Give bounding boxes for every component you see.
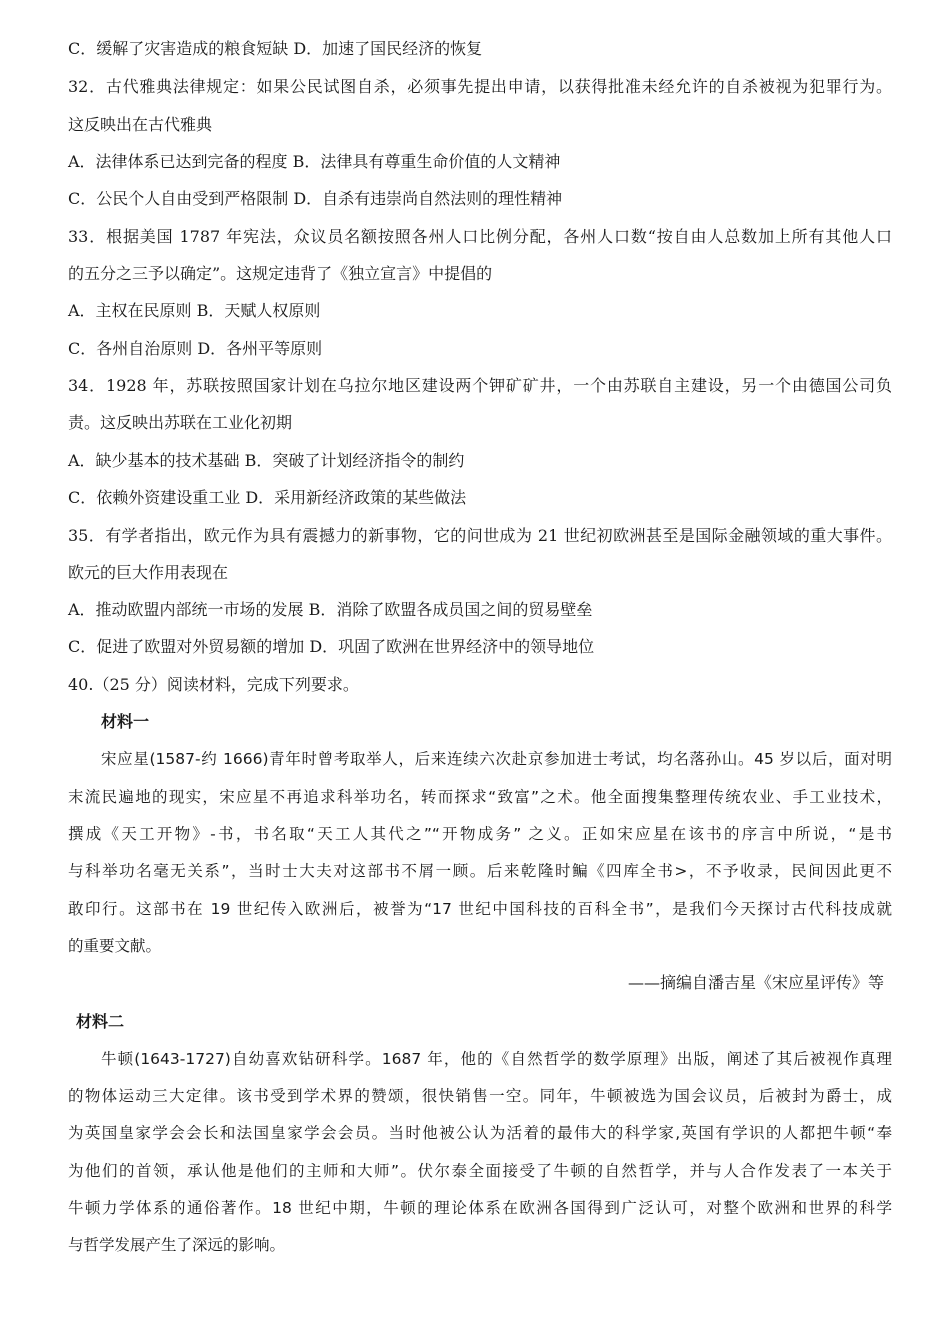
- material2-line-3: 为英国皇家学会会长和法国皇家学会会员。当时他被公认为活着的最伟大的科学家,英国有学识的人都把牛顿“奉: [68, 1124, 892, 1142]
- q34-stem-line-2: 责。这反映出苏联在工业化初期: [68, 413, 293, 432]
- material2-title: 材料二: [76, 1012, 125, 1031]
- q32-stem-line-1: 32．古代雅典法律规定：如果公民试图自杀，必须事先提出申请，以获得批准未经允许的自杀被视为犯罪行为。: [68, 77, 892, 96]
- q32-stem-line-2: 这反映出在古代雅典: [68, 115, 213, 134]
- q33-options-cd: C．各州自治原则 D．各州平等原则: [68, 339, 323, 358]
- q33-options-ab: A．主权在民原则 B．天赋人权原则: [68, 301, 321, 320]
- material1-title: 材料一: [101, 712, 150, 731]
- material1-line-6: 的重要文献。: [68, 937, 162, 955]
- material1-line-3: 撰成《天工开物》-书，书名取“天工人其代之”“开物成务” 之义。正如宋应星在该书的序言中所说，“是书: [68, 825, 892, 843]
- material1-line-4: 与科举功名毫无关系”，当时士大夫对这部书不屑一顾。后来乾隆时鳊《四库全书>，不予收录，民间因此更不: [68, 862, 892, 880]
- q34-stem-line-1: 34．1928 年，苏联按照国家计划在乌拉尔地区建设两个钾矿矿井，一个由苏联自主建设，另一个由德国公司负: [68, 376, 892, 395]
- q35-options-ab: A．推动欧盟内部统一市场的发展 B．消除了欧盟各成员国之间的贸易壁垒: [68, 600, 593, 619]
- material1-line-5: 敢印行。这部书在 19 世纪传入欧洲后，被誉为“17 世纪中国科技的百科全书”，是我们今天探讨古代科技成就: [68, 900, 892, 918]
- q32-options-cd: C．公民个人自由受到严格限制 D．自杀有违崇尚自然法则的理性精神: [68, 189, 563, 208]
- material2-line-4: 为他们的首领，承认他是他们的主师和大师”。伏尔泰全面接受了牛顿的自然哲学，并与人合作发表了一本关于: [68, 1162, 892, 1180]
- q35-stem-line-1: 35．有学者指出，欧元作为具有震撼力的新事物，它的问世成为 21 世纪初欧洲甚至是国际金融领域的重大事件。: [68, 526, 892, 545]
- q40-header: 40.（25 分）阅读材料，完成下列要求。: [68, 675, 359, 694]
- q35-stem-line-2: 欧元的巨大作用表现在: [68, 563, 229, 582]
- q31-options-cd: C．缓解了灾害造成的粮食短缺 D．加速了国民经济的恢复: [68, 39, 483, 58]
- material1-line-2: 末流民遍地的现实，宋应星不再追求科举功名，转而探求“致富”之术。他全面搜集整理传统农业、手工业技术，: [68, 788, 892, 806]
- material2-line-6: 与哲学发展产生了深远的影响。: [68, 1236, 286, 1254]
- q33-stem-line-1: 33．根据美国 1787 年宪法，众议员名额按照各州人口比例分配，各州人口数“按自由人总数加上所有其他人口: [68, 227, 892, 246]
- material1-line-1: 宋应星(1587-约 1666)青年时曾考取举人，后来连续六次赴京参加进士考试，均名落孙山。45 岁以后，面对明: [101, 750, 892, 768]
- q34-options-cd: C．依赖外资建设重工业 D．采用新经济政策的某些做法: [68, 488, 467, 507]
- material2-line-1: 牛顿(1643-1727)自幼喜欢钻研科学。1687 年，他的《自然哲学的数学原理》出版，阐述了其后被视作真理: [101, 1050, 892, 1068]
- q35-options-cd: C．促进了欧盟对外贸易额的增加 D．巩固了欧洲在世界经济中的领导地位: [68, 637, 595, 656]
- q33-stem-line-2: 的五分之三予以确定”。这规定违背了《独立宣言》中提倡的: [68, 264, 493, 283]
- q32-options-ab: A．法律体系已达到完备的程度 B．法律具有尊重生命价值的人文精神: [68, 152, 561, 171]
- material2-line-5: 牛顿力学体系的通俗著作。18 世纪中期，牛顿的理论体系在欧洲各国得到广泛认可，对整个欧洲和世界的科学: [68, 1199, 892, 1217]
- q34-options-ab: A．缺少基本的技术基础 B．突破了计划经济指令的制约: [68, 451, 465, 470]
- material2-line-2: 的物体运动三大定律。该书受到学术界的赞颂，很快销售一空。同年，牛顿被选为国会议员，后被封为爵士，成: [68, 1087, 892, 1105]
- material1-source: ——摘编自潘吉星《宋应星评传》等: [627, 973, 884, 992]
